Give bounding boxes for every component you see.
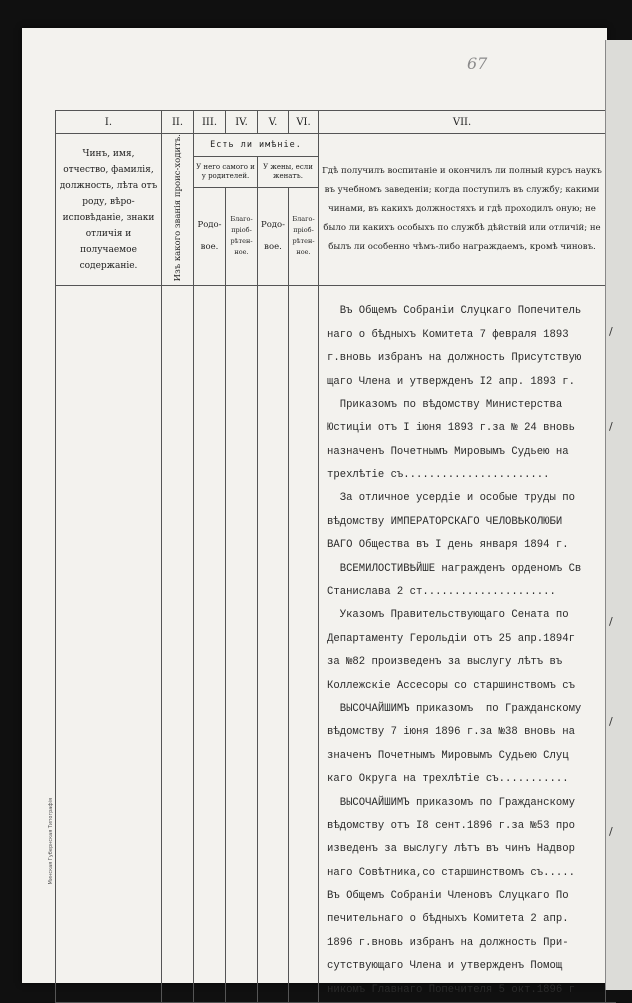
column-number: V.: [258, 111, 289, 134]
entry-line: Юстиціи отъ I іюня 1893 г.за № 24 вновь: [327, 422, 575, 435]
facing-page-mark: /: [609, 615, 613, 628]
col3-body: [194, 286, 226, 1003]
entry-line: за №82 произведенъ за выслугу лѣтъ въ: [327, 656, 563, 669]
entry-line: никомъ Главнаго Попечителя 5 окт.1896 г: [327, 983, 575, 996]
entry-line: Указомъ Правительствующаго Сената по: [327, 609, 569, 622]
entry-line: Въ Общемъ Собраніи Членовъ Слуцкаго По: [327, 890, 569, 903]
column-number: VI.: [289, 111, 319, 134]
entry-line: 1896 г.вновь избранъ на должность При-: [327, 936, 569, 949]
entry-line: наго Совѣтника,со старшинствомъ съ.....: [327, 866, 575, 879]
column-numbers-row: [56, 111, 616, 134]
rodovoe-label-wife: Родо-вое.: [258, 187, 289, 286]
blagopriobretennoe-label: Благо-пріоб-рѣтен-ное.: [226, 187, 258, 286]
entry-line: наго о бѣдныхъ Комитета 7 февраля 1893: [327, 328, 569, 341]
column-number: III.: [194, 111, 226, 134]
facing-page-mark: /: [609, 325, 613, 338]
document-page: [22, 28, 607, 996]
col1-header: Чинъ, имя, отчество, фамилія, должность, лѣта отъ роду, вѣро-исповѣданіе, знаки отличія и получаемое содержаніе.: [56, 134, 162, 286]
entry-line: трехлѣтіе съ.......................: [327, 469, 550, 482]
blagopriobretennoe-label-wife: Благо-пріоб-рѣтен-ное.: [289, 187, 319, 286]
entry-line: ВСЕМИЛОСТИВѢЙШЕ награжденъ орденомъ Св: [327, 562, 582, 575]
column-number: II.: [162, 111, 194, 134]
wife-header: У жены, если женатъ.: [258, 157, 319, 187]
entry-line: Станислава 2 ст.....................: [327, 586, 556, 599]
entry-line: сутствующаго Члена и утвержденъ Помощ: [327, 960, 563, 973]
column-number: I.: [56, 111, 162, 134]
col2-body: [162, 286, 194, 1003]
self-parents-header: У него самого и у родителей.: [194, 157, 258, 187]
col7-body: [319, 286, 606, 1003]
col2-header: [162, 134, 194, 286]
col4-body: [226, 286, 258, 1003]
col7-header: Гдѣ получилъ воспитаніе и окончилъ ли полный курсъ наукъ въ учебномъ заведеніи; когда поступилъ въ службу; какими чинами, въ какихъ должностяхъ и гдѣ проходилъ оную; не было ли какихъ особыхъ по службѣ дѣйствій или отличій; не былъ ли особенно чѣмъ-либо награждаемъ, кромѣ чиновъ.: [319, 134, 606, 286]
estates-header: Есть ли имѣніе.: [194, 134, 319, 157]
entry-line: каго Округа на трехлѣтіе съ...........: [327, 773, 569, 786]
column-number: VII.: [319, 111, 606, 134]
rodovoe-label: Родо-вое.: [194, 187, 226, 286]
entry-line: Приказомъ по вѣдомству Министерства: [327, 398, 563, 411]
col6-body: [289, 286, 319, 1003]
entry-line: вѣдомству 7 іюня 1896 г.за №38 вновь на: [327, 726, 575, 739]
col2-header-text: Изъ какого званія проис-ходитъ.: [172, 134, 183, 282]
col1-body: [56, 286, 162, 1003]
header-row-top: [56, 134, 616, 157]
entry-line: г.вновь избранъ на должность Присутствую: [327, 352, 582, 365]
entry-line: печительнаго о бѣдныхъ Комитета 2 апр.: [327, 913, 569, 926]
entry-line: вѣдомству ИМПЕРАТОРСКАГО ЧЕЛОВѢКОЛЮБИ: [327, 515, 563, 528]
entry-line: назначенъ Почетнымъ Мировымъ Судьею на: [327, 445, 569, 458]
entry-line: Въ Общемъ Собраніи Слуцкаго Попечитель: [327, 305, 582, 318]
entry-line: Департаменту Герольдіи отъ 25 апр.1894г: [327, 632, 575, 645]
column-number: IV.: [226, 111, 258, 134]
entry-line: щаго Члена и утвержденъ I2 апр. 1893 г.: [327, 375, 575, 388]
printer-imprint: Минская Губернская Типографія: [48, 798, 54, 885]
entry-line: Коллежскіе Ассесоры со старшинствомъ съ: [327, 679, 575, 692]
entry-line: За отличное усердіе и особые труды по: [327, 492, 575, 505]
entry-line: ВЫСОЧАЙШИМЪ приказомъ по Гражданскому: [327, 702, 582, 715]
entry-line: значенъ Почетнымъ Мировымъ Судьею Слуц: [327, 749, 569, 762]
record-body-row: [56, 286, 616, 1003]
entry-line: изведенъ за выслугу лѣтъ въ чинъ Надвор: [327, 843, 575, 856]
entry-line: ВЫСОЧАЙШИМЪ приказомъ по Гражданскому: [327, 796, 575, 809]
pencil-folio-mark: 67: [467, 54, 488, 73]
col5-body: [258, 286, 289, 1003]
entry-line: ВАГО Общества въ I день января 1894 г.: [327, 539, 569, 552]
facing-page-mark: /: [609, 420, 613, 433]
entry-line: вѣдомству отъ I8 сент.1896 г.за №53 про: [327, 819, 575, 832]
facing-page-mark: /: [609, 825, 613, 838]
service-record-table: [55, 110, 616, 1003]
facing-page-edge: [605, 40, 632, 990]
service-entry-text: [319, 286, 605, 1002]
facing-page-mark: /: [609, 715, 613, 728]
